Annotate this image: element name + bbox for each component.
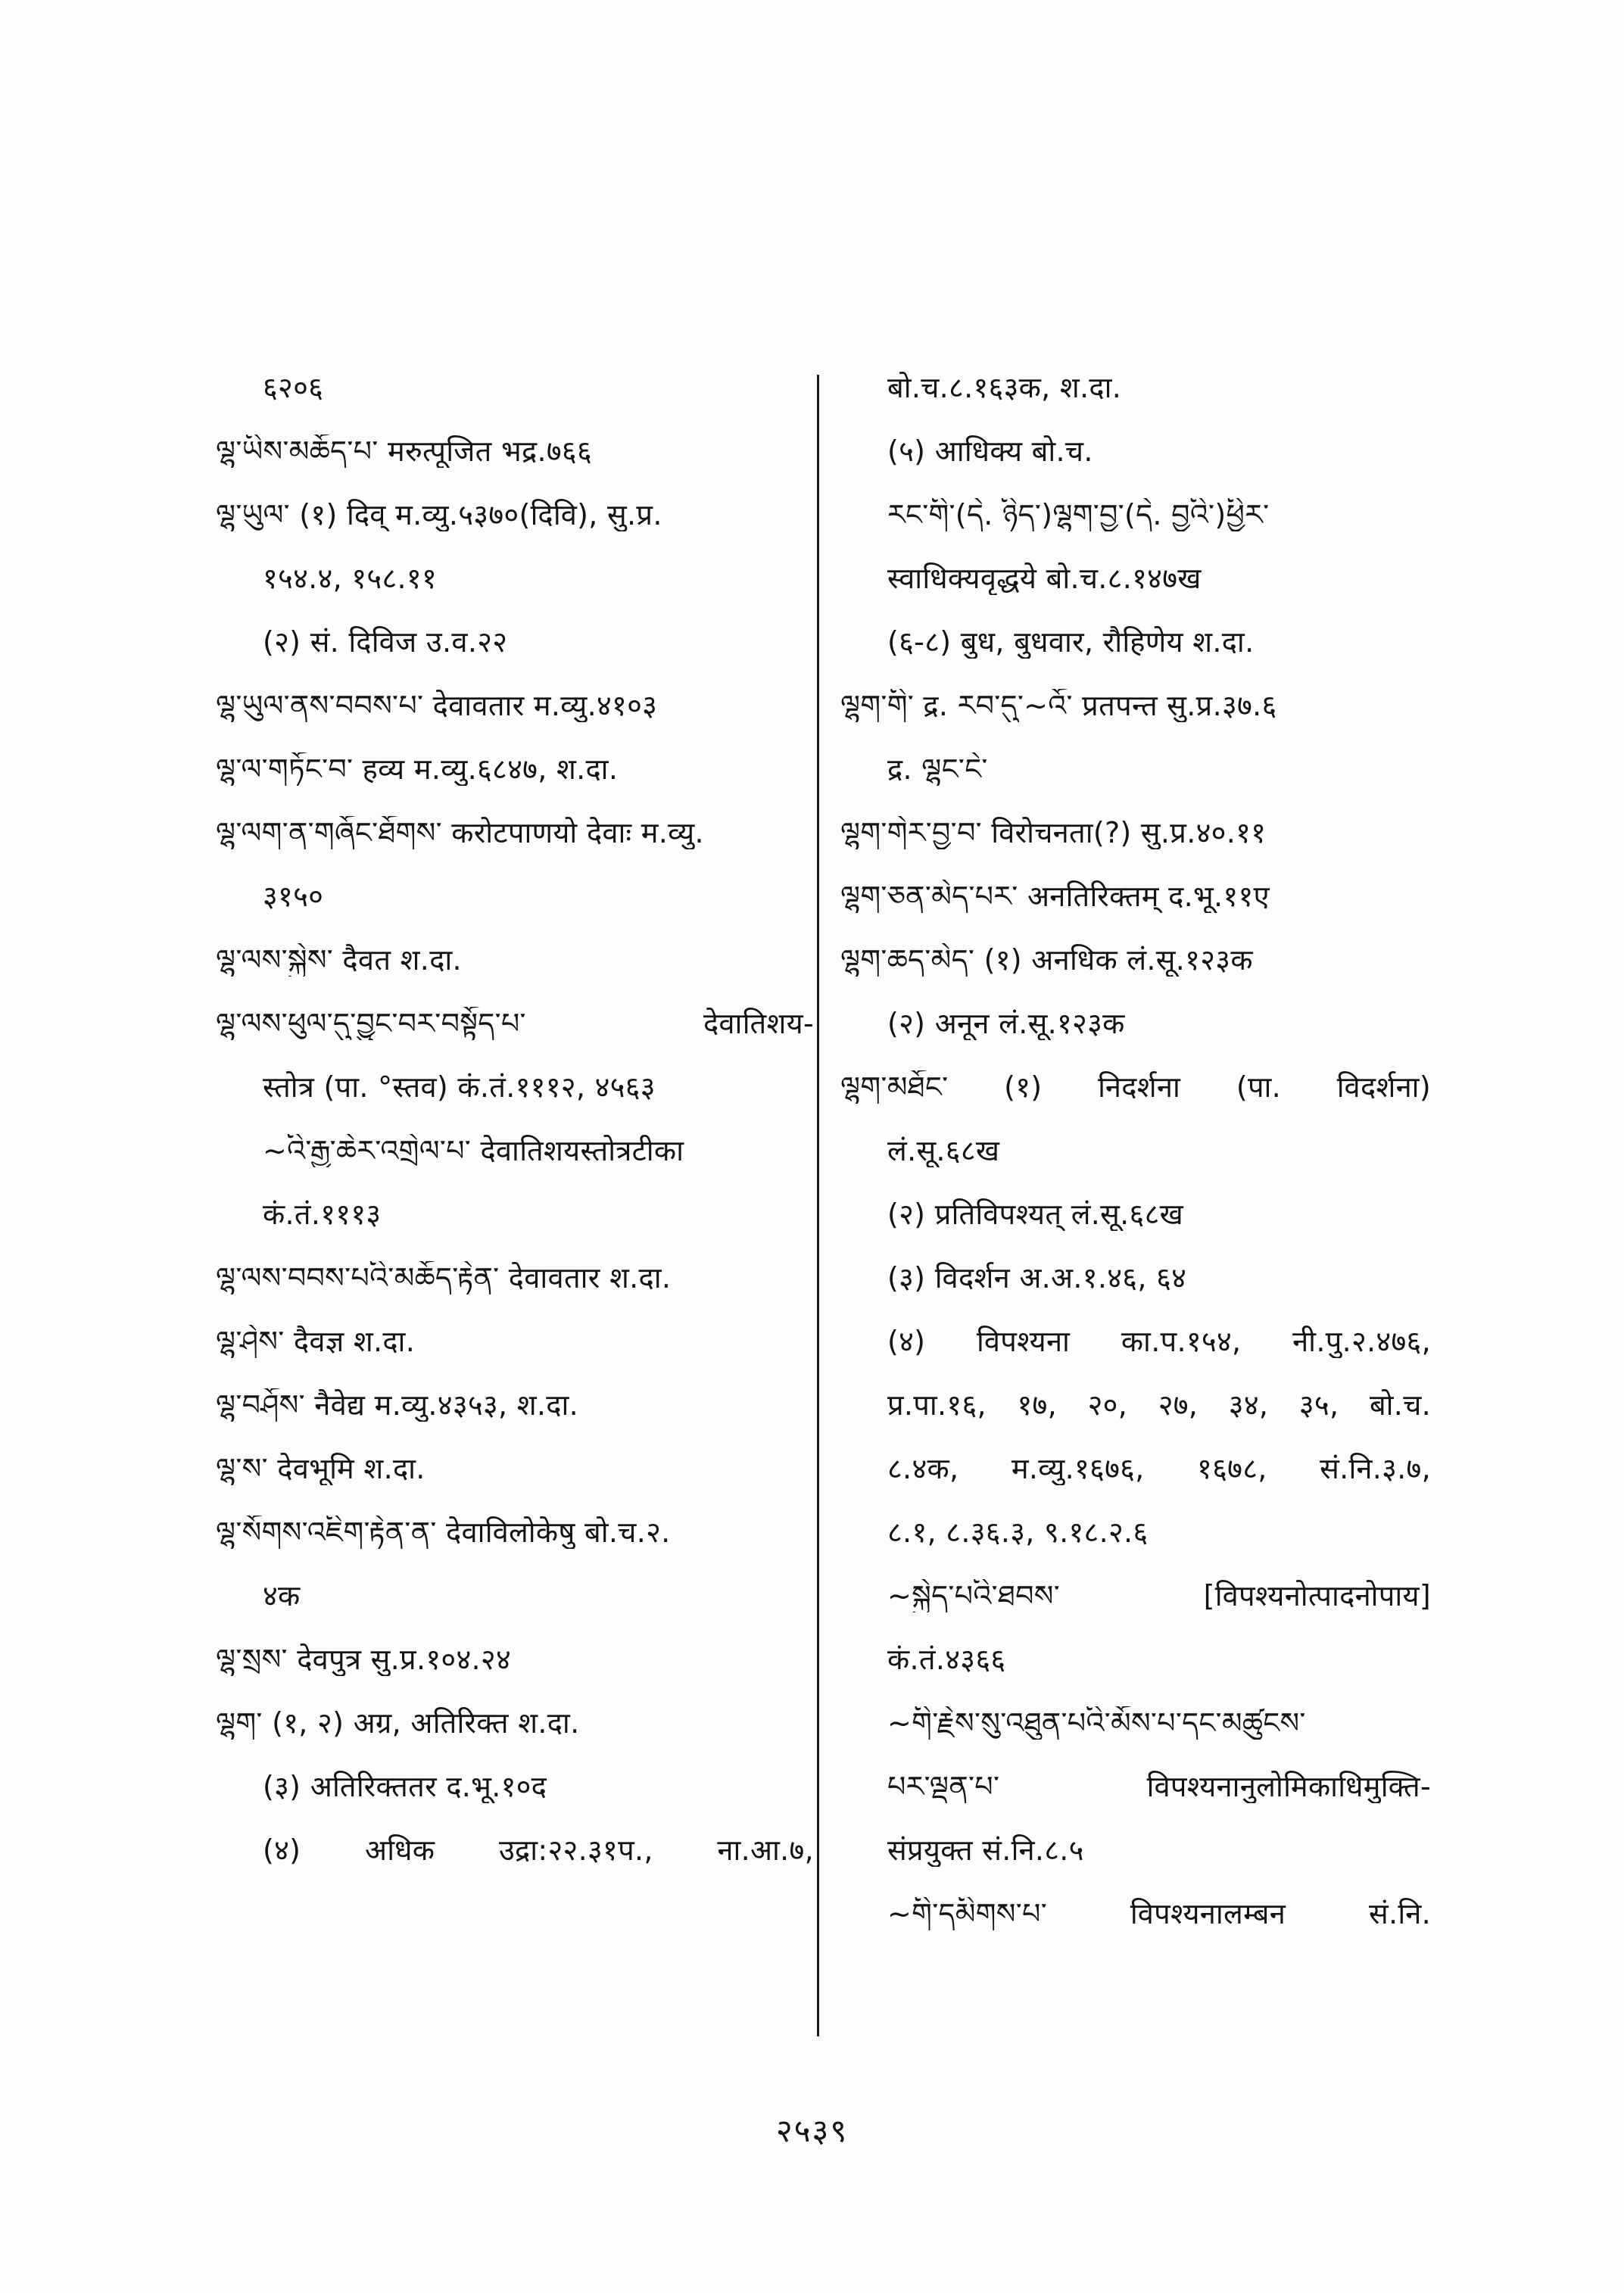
word: निदर्शना xyxy=(1098,1070,1181,1104)
dictionary-line: कं.तं.४३६६ xyxy=(887,1643,1006,1676)
dictionary-line: (६-८) बुध, बुधवार, रौहिणेय श.दा. xyxy=(887,625,1255,659)
word: ३४, xyxy=(1228,1388,1269,1422)
dictionary-line xyxy=(840,1388,1431,1422)
word: ना.आ.७, xyxy=(717,1833,814,1867)
dictionary-line: ལྷ་ལ་གཏོང་བ་ हव्य म.व्यु.६८४७, श.दा. xyxy=(216,752,619,786)
dictionary-line xyxy=(840,1325,1431,1358)
word: प्र.पा.१६, xyxy=(887,1388,987,1422)
dictionary-line xyxy=(216,1007,814,1040)
page-number: २५३९ xyxy=(775,2112,849,2149)
dictionary-line xyxy=(840,1070,1431,1104)
dictionary-line: ལྷག་ (१, २) अग्र, अतिरिक्त श.दा. xyxy=(216,1706,580,1740)
dictionary-line: ~གི་རྗེས་སུ་འཐུན་པའི་མོས་པ་དང་མཚུངས་ xyxy=(887,1706,1306,1740)
dictionary-line: རང་གི་(དེ. ཉིད་)ལྷག་བྱ་(དེ. བྱའི་)ཕྱིར་ xyxy=(887,498,1270,531)
dictionary-line: ४क xyxy=(263,1579,301,1612)
word: देवातिशय- xyxy=(703,1007,814,1040)
dictionary-line xyxy=(840,1579,1431,1612)
dictionary-line: बो.च.८.१६३क, श.दा. xyxy=(887,371,1122,404)
word: ~གི་དམིགས་པ་ xyxy=(887,1897,1047,1930)
dictionary-line: ལྷ་ཤེས་ दैवज्ञ श.दा. xyxy=(216,1325,416,1358)
word: बो.च. xyxy=(1369,1388,1431,1422)
dictionary-line: ལྷ་སྲས་ देवपुत्र सु.प्र.१०४.२४ xyxy=(216,1643,512,1676)
dictionary-line: (३) अतिरिक्ततर द.भू.१०द xyxy=(263,1770,547,1803)
right-column xyxy=(840,371,1431,2059)
word: उद्रा:२२.३१प., xyxy=(498,1833,653,1867)
dictionary-line: (२) अनून लं.सू.१२३क xyxy=(887,1007,1125,1040)
dictionary-line: ལྷ་སོགས་འཇིག་རྟེན་ན་ देवाविलोकेषु बो.च.२. xyxy=(216,1516,671,1549)
word: विपश्यना xyxy=(977,1325,1071,1358)
word: अधिक xyxy=(364,1833,435,1867)
word: ལྷག་མཐོང་ xyxy=(840,1070,949,1104)
word: [विपश्यनोत्पादनोपाय] xyxy=(1203,1579,1431,1612)
dictionary-line: ལྷ་ཡིས་མཆོད་པ་ मरुत्पूजित भद्र.७६६ xyxy=(216,435,593,468)
word: (पा. xyxy=(1236,1070,1282,1104)
word: (१) xyxy=(1004,1070,1043,1104)
dictionary-line: ལྷག་གེར་བྱ་བ་ विरोचनता(?) सु.प्र.४०.११ xyxy=(840,816,1267,849)
word: २७, xyxy=(1158,1388,1199,1422)
dictionary-line: लं.सू.६८ख xyxy=(887,1134,1000,1167)
word: (४) xyxy=(263,1833,301,1867)
word: १७, xyxy=(1017,1388,1057,1422)
dictionary-line: १५४.४, १५८.११ xyxy=(263,562,438,595)
word: विपश्यनानुलोमिकाधिमुक्ति- xyxy=(1146,1770,1431,1803)
dictionary-line: ལྷག་གི་ द्र. རབ་དུ་~འོ་ प्रतपन्त सु.प्र.३७.६ xyxy=(840,689,1277,722)
word: པར་ལྡན་པ་ xyxy=(887,1770,1000,1803)
word: ལྷ་ལས་ཕུལ་དུ་བྱུང་བར་བསྟོད་པ་ xyxy=(216,1007,526,1040)
dictionary-line: ལྷ་ས་ देवभूमि श.दा. xyxy=(216,1452,425,1485)
word: विदर्शना) xyxy=(1336,1070,1431,1104)
left-column xyxy=(216,371,814,2059)
word: सं.नि. xyxy=(1369,1897,1431,1930)
word: (४) xyxy=(887,1325,926,1358)
dictionary-line xyxy=(840,1897,1431,1930)
dictionary-line: ८.१, ८.३६.३, ९.१८.२.६ xyxy=(887,1516,1149,1549)
dictionary-line: ལྷ་ཡུལ་ནས་བབས་པ་ देवावतार म.व्यु.४१०३ xyxy=(216,689,658,722)
word: २०, xyxy=(1087,1388,1128,1422)
word: म.व्यु.१६७६, xyxy=(1011,1452,1145,1485)
dictionary-line xyxy=(216,1833,814,1867)
dictionary-line: ལྷ་ལས་བབས་པའི་མཆོད་རྟེན་ देवावतार श.दा. xyxy=(216,1261,672,1294)
dictionary-line xyxy=(840,1452,1431,1485)
dictionary-line: (२) प्रतिविपश्यत् लं.सू.६८ख xyxy=(887,1198,1184,1231)
dictionary-line: स्वाधिक्यवृद्धये बो.च.८.१४७ख xyxy=(887,562,1202,595)
dictionary-line: ३१५० xyxy=(263,880,324,913)
dictionary-line: ६२०६ xyxy=(263,371,324,404)
word: नी.पु.२.४७६, xyxy=(1292,1325,1431,1358)
dictionary-line xyxy=(840,1770,1431,1803)
column-divider xyxy=(817,375,819,2036)
word: सं.नि.३.७, xyxy=(1320,1452,1431,1485)
word: विपश्यनालम्बन xyxy=(1130,1897,1286,1930)
word: ~སྐྱེད་པའི་ཐབས་ xyxy=(887,1579,1060,1612)
dictionary-line: ལྷ་བཤོས་ नैवेद्य म.व्यु.४३५३, श.दा. xyxy=(216,1388,579,1422)
dictionary-line: संप्रयुक्त सं.नि.८.५ xyxy=(887,1833,1084,1867)
dictionary-line: (३) विदर्शन अ.अ.१.४६, ६४ xyxy=(887,1261,1187,1294)
dictionary-line: ལྷ་ལས་སྐྱེས་ दैवत श.दा. xyxy=(216,943,462,977)
word: का.प.१५४, xyxy=(1121,1325,1242,1358)
dictionary-line: ལྷག་ཅན་མེད་པར་ अनतिरिक्तम् द.भू.११ए xyxy=(840,880,1270,913)
dictionary-line: (२) सं. दिविज उ.व.२२ xyxy=(263,625,508,659)
dictionary-line: ལྷག་ཆད་མེད་ (१) अनधिक लं.सू.१२३क xyxy=(840,943,1253,977)
dictionary-line: कं.तं.१११३ xyxy=(263,1198,382,1231)
dictionary-line: ལྷ་ཡུལ་ (१) दिव् म.व्यु.५३७०(दिवि), सु.प्र. xyxy=(216,498,662,531)
dictionary-line: ལྷ་ལག་ན་གཞོང་ཐོགས་ करोटपाणयो देवाः म.व्यु. xyxy=(216,816,704,849)
dictionary-line: स्तोत्र (पा. °स्तव) कं.तं.१११२, ४५६३ xyxy=(263,1070,656,1104)
word: ८.४क, xyxy=(887,1452,959,1485)
word: १६७८, xyxy=(1197,1452,1267,1485)
dictionary-line: ~འི་རྒྱ་ཆེར་འགྲེལ་པ་ देवातिशयस्तोत्रटीका xyxy=(263,1134,684,1167)
word: ३५, xyxy=(1298,1388,1339,1422)
dictionary-line: द्र. ལྷང་ངེ་ xyxy=(887,752,988,786)
dictionary-line: (५) आधिक्य बो.च. xyxy=(887,435,1093,468)
